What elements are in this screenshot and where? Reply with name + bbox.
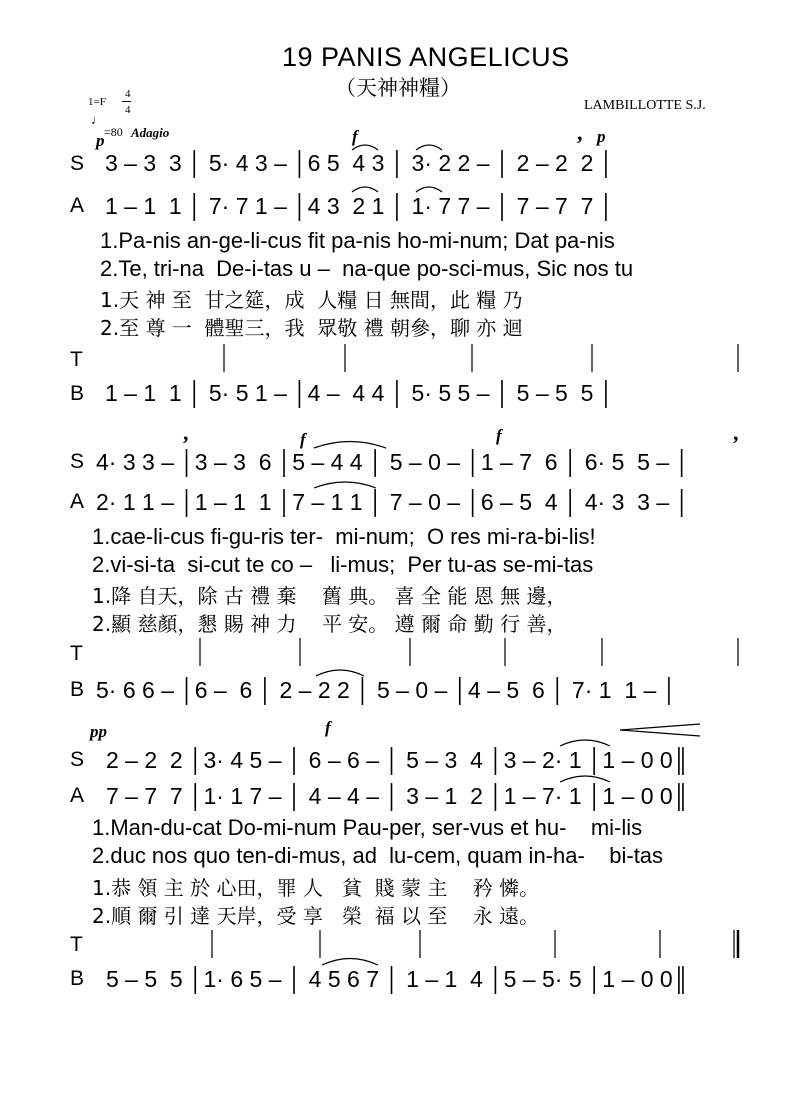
dynamic-f: f xyxy=(352,127,358,146)
time-signature-bottom: 4 xyxy=(125,104,131,116)
slur xyxy=(560,740,610,746)
lyrics-latin-verse-1: 1.Man-du-cat Do-mi-num Pau-per, ser-vus et hu- mi-lis xyxy=(92,815,643,840)
tempo-marking: Adagio xyxy=(131,125,170,140)
slur xyxy=(322,959,378,966)
soprano-line: 2 – 2 2 │3· 4 5 – │ 6 – 6 – │ 5 – 3 4 │3 – 2· 1 │1 – 0 0║ xyxy=(106,747,690,773)
lyrics-latin-verse-1: 1.cae-li-cus fi-gu-ris ter- mi-num; O res mi-ra-bi-lis! xyxy=(92,524,596,549)
dynamic-p: p xyxy=(597,127,606,146)
lyrics-chinese-verse-2: 2.順 爾 引 達 天岸，受 享 榮 福 以 至 永 遠。 xyxy=(92,904,540,928)
lyrics-latin-verse-2: 2.vi-si-ta si-cut te co – li-mus; Per tu-as se-mi-tas xyxy=(92,552,594,577)
dynamic-p: p xyxy=(96,131,105,150)
alto-line: 1 – 1 1 │ 7· 7 1 – │4 3 2 1 │ 1· 7 7 – │ 7 – 7 7 │ xyxy=(105,193,615,219)
bass-line: 5 – 5 5 │1· 6 5 – │ 4 5 6 7 │ 1 – 1 4 │5 – 5· 5 │1 – 0 0║ xyxy=(106,966,690,992)
key-signature: 1=F xyxy=(88,96,106,108)
soprano-line: 4· 3 3 – │3 – 3 6 │5 – 4 4 │ 5 – 0 – │1 – 7 6 │ 6· 5 5 – │ xyxy=(96,449,690,475)
hairpin xyxy=(620,724,700,736)
page-subtitle: （天神神糧） xyxy=(335,76,461,100)
part-label-bass: B xyxy=(70,678,85,701)
lyrics-latin-verse-1: 1.Pa-nis an-ge-li-cus fit pa-nis ho-mi-num; Dat pa-nis xyxy=(100,228,615,253)
part-label-soprano: S xyxy=(70,152,85,175)
lyrics-chinese-verse-2: 2.至 尊 一 體聖三，我 眾敬 禮 朝參，聊 亦 迴 xyxy=(100,316,523,340)
lyrics-latin-verse-2: 2.duc nos quo ten-di-mus, ad lu-cem, quam in-ha- bi-tas xyxy=(92,843,664,868)
breath-mark: , xyxy=(183,420,189,445)
slur xyxy=(416,187,442,192)
slur xyxy=(352,145,378,150)
lyrics-latin-verse-2: 2.Te, tri-na De-i-tas u – na-que po-sci-mus, Sic nos tu xyxy=(100,256,634,281)
bass-line: 1 – 1 1 │ 5· 5 1 – │4 – 4 4 │ 5· 5 5 – │ 5 – 5 5 │ xyxy=(105,380,615,406)
composer: LAMBILLOTTE S.J. xyxy=(584,98,706,113)
time-signature-top: 4 xyxy=(125,88,131,100)
lyrics-chinese-verse-1: 1.天 神 至 甘之筵，成 人糧 日 無間，此 糧 乃 xyxy=(100,288,523,312)
dynamic-f: f xyxy=(496,426,502,445)
slur xyxy=(314,442,386,449)
dynamic-pp: pp xyxy=(90,722,107,741)
part-label-alto: A xyxy=(70,784,85,807)
part-label-tenor: T xyxy=(70,642,83,665)
dynamic-f: f xyxy=(325,718,331,737)
alto-line: 7 – 7 7 │1· 1 7 – │ 4 – 4 – │ 3 – 1 2 │1 – 7· 1 │1 – 0 0║ xyxy=(106,783,690,809)
slur xyxy=(316,670,364,676)
part-label-tenor: T xyxy=(70,933,83,956)
part-label-alto: A xyxy=(70,194,85,217)
tempo-value: =80 xyxy=(104,125,123,139)
lyrics-chinese-verse-2: 2.顯 慈顏，懇 賜 神 力 平 安。 遵 爾 命 勤 行 善， xyxy=(92,612,567,636)
breath-mark: , xyxy=(733,420,739,445)
alto-line: 2· 1 1 – │1 – 1 1 │7 – 1 1 │ 7 – 0 – │6 – 5 4 │ 4· 3 3 – │ xyxy=(96,489,690,515)
slur xyxy=(416,145,442,150)
slur xyxy=(560,776,610,782)
page-title: 19 PANIS ANGELICUS xyxy=(282,42,570,72)
part-label-bass: B xyxy=(70,382,85,405)
quarter-note-icon: ♩ xyxy=(91,112,104,127)
part-label-soprano: S xyxy=(70,450,85,473)
part-label-bass: B xyxy=(70,967,85,990)
slur xyxy=(352,187,378,192)
part-label-tenor: T xyxy=(70,348,83,371)
part-label-soprano: S xyxy=(70,748,85,771)
lyrics-chinese-verse-1: 1.恭 領 主 於 心田，罪 人 貧 賤 蒙 主 矜 憐。 xyxy=(92,876,540,900)
bass-line: 5· 6 6 – │6 – 6 │ 2 – 2 2 │ 5 – 0 – │4 – 5 6 │ 7· 1 1 – │ xyxy=(96,677,678,703)
breath-mark: , xyxy=(577,120,583,145)
lyrics-chinese-verse-1: 1.降 自天，除 古 禮 棄 舊 典。 喜 全 能 恩 無 邊， xyxy=(92,584,567,608)
dynamic-f: f xyxy=(300,430,306,449)
soprano-line: 3 – 3 3 │ 5· 4 3 – │6 5 4 3 │ 3· 2 2 – │ 2 – 2 2 │ xyxy=(105,150,615,176)
part-label-alto: A xyxy=(70,490,85,513)
slur xyxy=(314,482,376,488)
